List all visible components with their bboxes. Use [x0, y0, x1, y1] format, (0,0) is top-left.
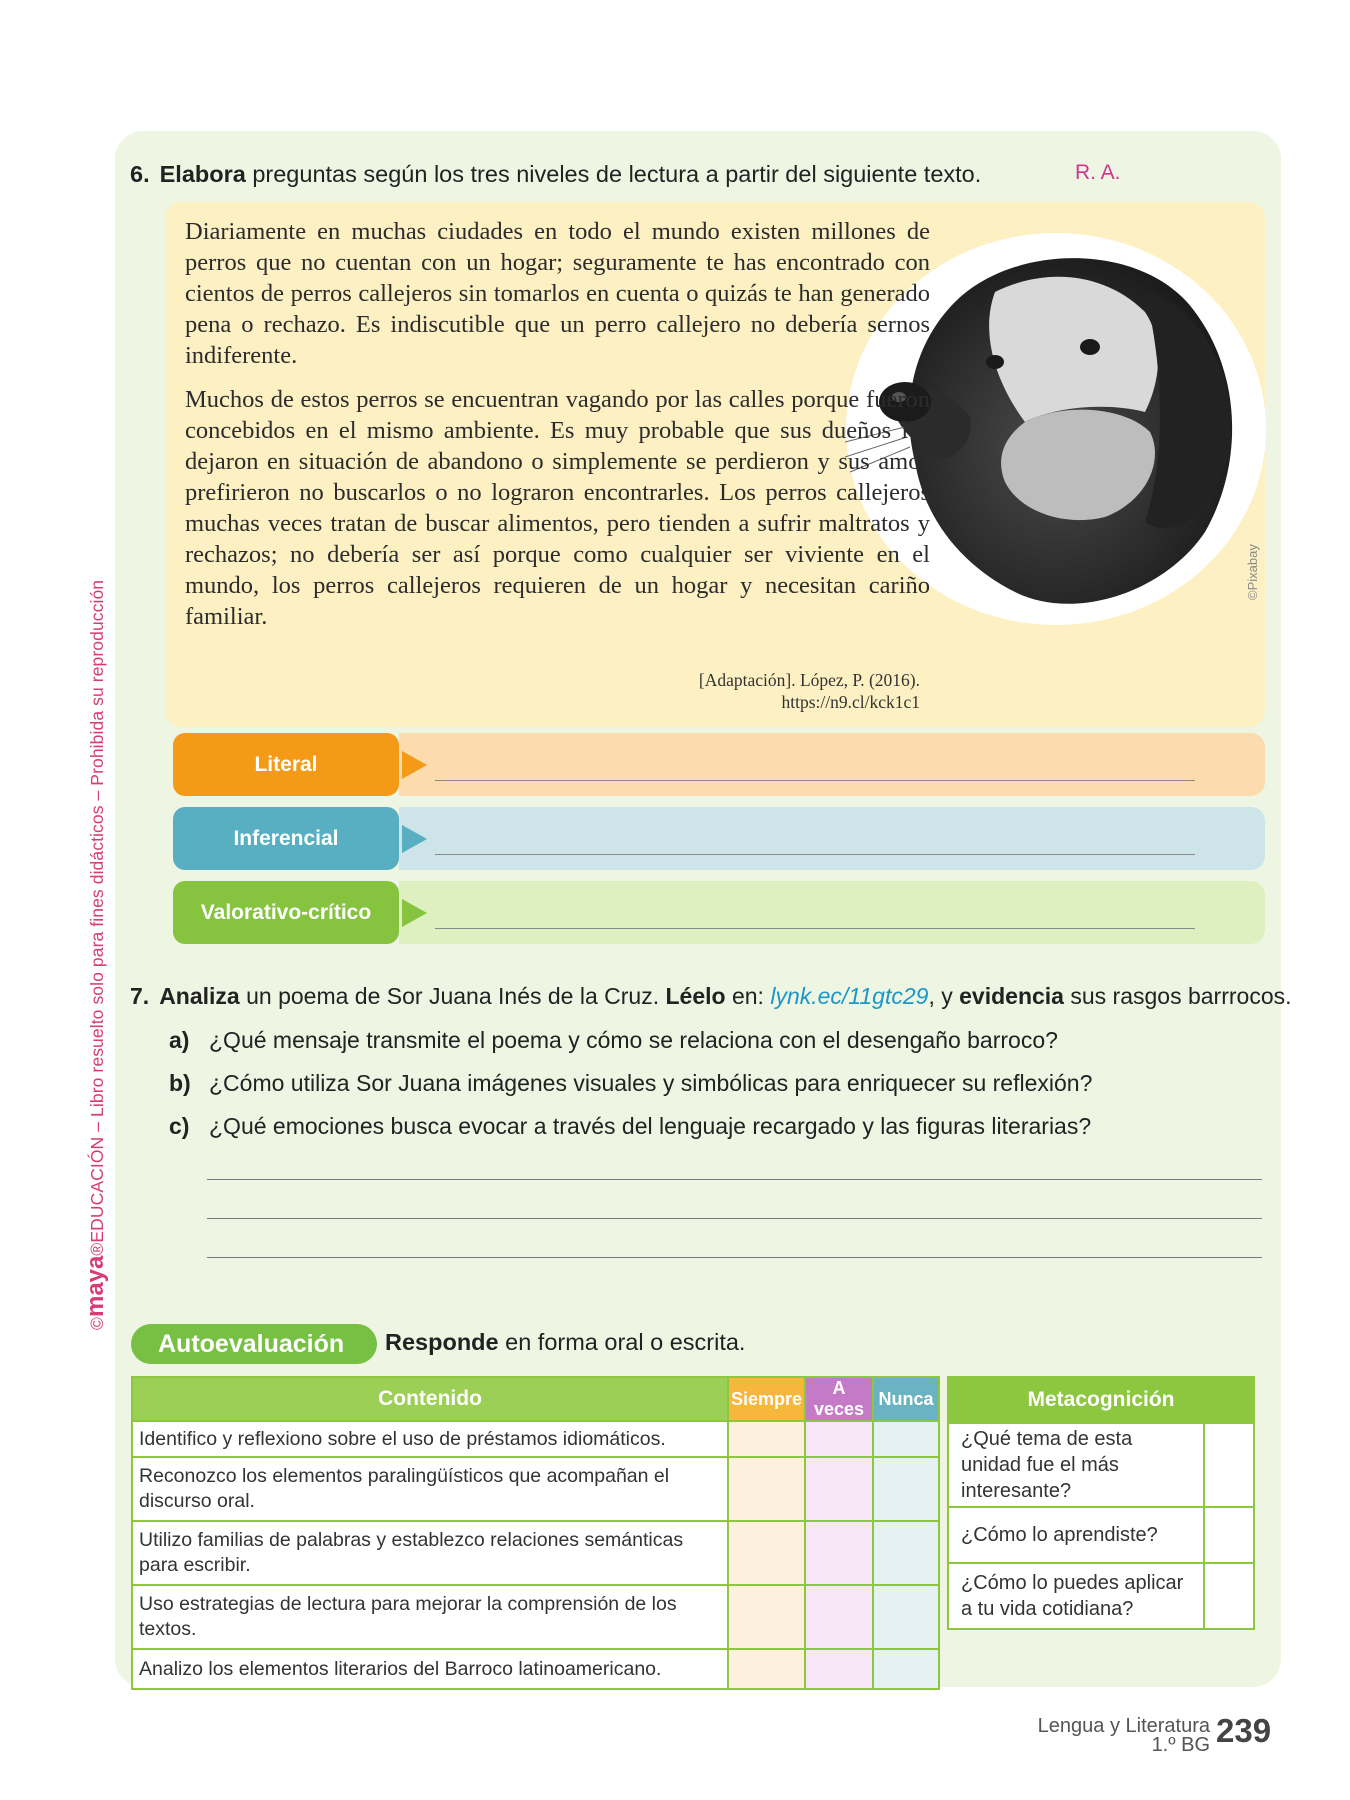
cell-nunca[interactable] [873, 1649, 939, 1689]
answer-line[interactable] [207, 1179, 1262, 1180]
autoevaluacion-instruction: Responde en forma oral o escrita. [385, 1329, 746, 1355]
poem-link[interactable]: lynk.ec/11gtc29 [770, 983, 929, 1009]
header-a-veces: A veces [805, 1377, 873, 1421]
answer-line[interactable] [207, 1257, 1262, 1258]
level-inferencial-row [173, 807, 1265, 870]
answer-box[interactable] [1204, 1507, 1254, 1563]
question-6-heading: 6. Elabora preguntas según los tres niveles de lectura a partir del siguiente texto. [130, 161, 982, 187]
table-row [132, 1649, 939, 1689]
cell-a-veces[interactable] [805, 1585, 873, 1649]
table-row [948, 1563, 1254, 1629]
table-row [132, 1421, 939, 1457]
answer-bar [399, 733, 1265, 796]
cell-nunca[interactable] [873, 1421, 939, 1457]
answer-box[interactable] [1204, 1563, 1254, 1629]
passage-paragraph: Diariamente en muchas ciudades en todo el mundo existen millones de perros que no cuentan con un hogar; seguramente te has encontrado con cientos de perros callejeros sin tomarlos en cuenta o quizás te han generado pena o rechazo. Es indiscutible que un perro callejero no debería sernos indiferente. [185, 218, 930, 369]
answer-bar [399, 881, 1265, 944]
header-siempre: Siempre [728, 1377, 805, 1421]
reading-passage [185, 216, 930, 645]
metacognition-header: Metacognición [948, 1377, 1254, 1423]
metacognition-question: ¿Cómo lo aprendiste? [948, 1507, 1204, 1563]
table-row [948, 1423, 1254, 1507]
answer-note: R. A. [1075, 161, 1121, 184]
table-row [132, 1521, 939, 1585]
level-valorativo-row [173, 881, 1265, 944]
metacognition-question: ¿Qué tema de esta unidad fue el más interesante? [948, 1423, 1204, 1507]
metacognition-table [947, 1376, 1255, 1630]
cell-siempre[interactable] [728, 1585, 805, 1649]
cell-a-veces[interactable] [805, 1521, 873, 1585]
level-literal-row [173, 733, 1265, 796]
answer-line[interactable] [435, 854, 1195, 855]
footer-subject: Lengua y Literatura 1.º BG [1037, 1715, 1210, 1756]
question-7a: a) ¿Qué mensaje transmite el poema y cómo se relaciona con el desengaño barroco? [169, 1027, 1058, 1053]
row-content: Analizo los elementos literarios del Barroco latinoamericano. [132, 1649, 728, 1689]
table-row [132, 1457, 939, 1521]
question-7b: b) ¿Cómo utiliza Sor Juana imágenes visuales y simbólicas para enriquecer su reflexión? [169, 1070, 1093, 1096]
question-7c: c) ¿Qué emociones busca evocar a través del lenguaje recargado y las figuras literarias? [169, 1113, 1092, 1139]
cell-a-veces[interactable] [805, 1649, 873, 1689]
passage-paragraph: Muchos de estos perros se encuentran vagando por las calles porque fueron concebidos en el mismo ambiente. Es muy probable que sus dueños los dejaron en situación de abandono o simplemente se perdieron y sus amos prefirieron no buscarlos o no lograron encontrarles. Los perros callejeros muchas veces tratan de buscar alimentos, pero tienden a sufrir maltratos y rechazos; no debería ser así porque como cualquier ser viviente en el mundo, los perros callejeros requieren de un hogar y necesitan cariño familiar. [185, 386, 930, 630]
header-nunca: Nunca [873, 1377, 939, 1421]
page-number: 239 [1216, 1712, 1272, 1749]
row-content: Reconozco los elementos paralingüísticos que acompañan el discurso oral. [132, 1457, 728, 1521]
answer-line[interactable] [207, 1218, 1262, 1219]
source-citation: [Adaptación]. López, P. (2016). https://n9.cl/kck1c1 [698, 670, 920, 712]
table-row [948, 1507, 1254, 1563]
cell-siempre[interactable] [728, 1649, 805, 1689]
answer-line[interactable] [435, 928, 1195, 929]
row-content: Utilizo familias de palabras y establezco relaciones semánticas para escribir. [132, 1521, 728, 1585]
cell-siempre[interactable] [728, 1457, 805, 1521]
answer-bar [399, 807, 1265, 870]
row-content: Uso estrategias de lectura para mejorar la comprensión de los textos. [132, 1585, 728, 1649]
metacognition-question: ¿Cómo lo puedes aplicar a tu vida cotidiana? [948, 1563, 1204, 1629]
question-7-heading: 7. Analiza un poema de Sor Juana Inés de la Cruz. Léelo en: lynk.ec/11gtc29, y evidencia sus rasgos barrrocos. [130, 983, 1292, 1009]
level-valorativo-label: Valorativo-crítico [173, 881, 399, 944]
image-credit: ©Pixabay [1245, 544, 1260, 600]
autoevaluacion-title: Autoevaluación [131, 1324, 377, 1364]
arrow-icon [402, 751, 427, 779]
level-literal-label: Literal [173, 733, 399, 796]
answer-box[interactable] [1204, 1423, 1254, 1507]
cell-a-veces[interactable] [805, 1421, 873, 1457]
side-copyright: ©maya®EDUCACIÓN – Libro resuelto solo para fines didácticos – Prohibida su reproducción [82, 579, 109, 1330]
table-row [132, 1585, 939, 1649]
cell-nunca[interactable] [873, 1457, 939, 1521]
level-inferencial-label: Inferencial [173, 807, 399, 870]
cell-siempre[interactable] [728, 1521, 805, 1585]
header-content: Contenido [132, 1377, 728, 1421]
brand-logo: maya [82, 1255, 109, 1317]
cell-nunca[interactable] [873, 1585, 939, 1649]
answer-line[interactable] [435, 780, 1195, 781]
self-evaluation-table [131, 1376, 940, 1690]
row-content: Identifico y reflexiono sobre el uso de préstamos idiomáticos. [132, 1421, 728, 1457]
cell-nunca[interactable] [873, 1521, 939, 1585]
cell-siempre[interactable] [728, 1421, 805, 1457]
cell-a-veces[interactable] [805, 1457, 873, 1521]
arrow-icon [402, 825, 427, 853]
arrow-icon [402, 899, 427, 927]
